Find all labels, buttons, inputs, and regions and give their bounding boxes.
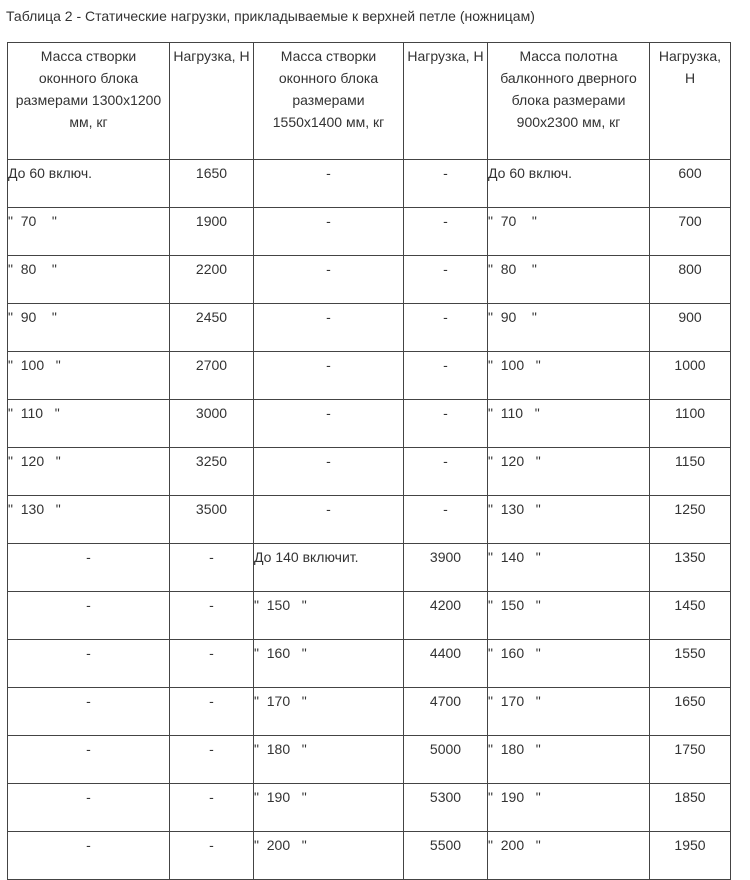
table-body xyxy=(8,160,731,880)
cell-load-3: 1650 xyxy=(650,688,731,736)
cell-load-1: 3500 xyxy=(170,496,254,544)
cell-load-2: - xyxy=(404,400,488,448)
cell-load-2: 3900 xyxy=(404,544,488,592)
cell-load-2: - xyxy=(404,448,488,496)
cell-load-3: 600 xyxy=(650,160,731,208)
cell-mass-1300: " 120 " xyxy=(8,448,170,496)
cell-load-3: 800 xyxy=(650,256,731,304)
cell-load-1: - xyxy=(170,640,254,688)
cell-load-2: - xyxy=(404,256,488,304)
cell-load-3: 1750 xyxy=(650,736,731,784)
cell-mass-1550: - xyxy=(254,256,404,304)
cell-load-3: 1000 xyxy=(650,352,731,400)
table-row xyxy=(8,592,731,640)
cell-load-3: 1950 xyxy=(650,832,731,880)
cell-mass-1550: " 180 " xyxy=(254,736,404,784)
cell-load-1: 3000 xyxy=(170,400,254,448)
cell-load-1: 1650 xyxy=(170,160,254,208)
table-row xyxy=(8,160,731,208)
table-row xyxy=(8,448,731,496)
cell-load-1: - xyxy=(170,832,254,880)
cell-mass-1550: - xyxy=(254,208,404,256)
cell-mass-1300: " 100 " xyxy=(8,352,170,400)
cell-mass-1550: " 200 " xyxy=(254,832,404,880)
cell-mass-door: До 60 включ. xyxy=(488,160,650,208)
cell-mass-1300: - xyxy=(8,832,170,880)
header-load-3: Нагрузка, Н xyxy=(650,43,731,160)
table-row xyxy=(8,496,731,544)
cell-load-3: 1550 xyxy=(650,640,731,688)
table-row xyxy=(8,544,731,592)
table-header-row xyxy=(8,43,731,160)
cell-load-3: 1250 xyxy=(650,496,731,544)
cell-load-1: - xyxy=(170,688,254,736)
cell-mass-1550: - xyxy=(254,448,404,496)
cell-load-3: 1850 xyxy=(650,784,731,832)
cell-load-2: - xyxy=(404,160,488,208)
cell-mass-door: " 140 " xyxy=(488,544,650,592)
cell-mass-1550: " 150 " xyxy=(254,592,404,640)
cell-load-1: 1900 xyxy=(170,208,254,256)
cell-mass-door: " 130 " xyxy=(488,496,650,544)
cell-load-2: 4700 xyxy=(404,688,488,736)
cell-mass-door: " 150 " xyxy=(488,592,650,640)
table-row xyxy=(8,256,731,304)
table-row xyxy=(8,400,731,448)
cell-load-3: 1100 xyxy=(650,400,731,448)
cell-mass-1300: " 80 " xyxy=(8,256,170,304)
cell-load-2: 5500 xyxy=(404,832,488,880)
cell-mass-1550: - xyxy=(254,496,404,544)
cell-load-2: 5300 xyxy=(404,784,488,832)
header-window-1550-mass: Масса створки оконного блока размерами 1550х1400 мм, кг xyxy=(254,43,404,160)
cell-load-2: - xyxy=(404,208,488,256)
cell-mass-1300: - xyxy=(8,640,170,688)
cell-mass-1550: - xyxy=(254,400,404,448)
cell-mass-1300: - xyxy=(8,736,170,784)
header-door-mass: Масса полотна балконного дверного блока размерами 900х2300 мм, кг xyxy=(488,43,650,160)
cell-mass-1550: - xyxy=(254,304,404,352)
cell-load-1: - xyxy=(170,592,254,640)
header-load-2: Нагрузка, Н xyxy=(404,43,488,160)
cell-load-1: 2700 xyxy=(170,352,254,400)
cell-mass-door: " 170 " xyxy=(488,688,650,736)
cell-load-2: 4200 xyxy=(404,592,488,640)
cell-mass-1300: " 90 " xyxy=(8,304,170,352)
static-loads-table xyxy=(7,42,731,880)
table-row xyxy=(8,832,731,880)
cell-mass-door: " 100 " xyxy=(488,352,650,400)
cell-load-3: 1350 xyxy=(650,544,731,592)
cell-mass-1550: - xyxy=(254,160,404,208)
cell-mass-1550: До 140 включит. xyxy=(254,544,404,592)
cell-mass-1300: - xyxy=(8,784,170,832)
cell-mass-door: " 90 " xyxy=(488,304,650,352)
cell-mass-1550: - xyxy=(254,352,404,400)
table-row xyxy=(8,736,731,784)
cell-mass-1300: " 70 " xyxy=(8,208,170,256)
header-load-1: Нагрузка, Н xyxy=(170,43,254,160)
cell-load-3: 700 xyxy=(650,208,731,256)
table-row xyxy=(8,640,731,688)
cell-load-1: - xyxy=(170,784,254,832)
cell-mass-1550: " 160 " xyxy=(254,640,404,688)
cell-load-2: - xyxy=(404,352,488,400)
cell-mass-1300: " 130 " xyxy=(8,496,170,544)
cell-mass-door: " 70 " xyxy=(488,208,650,256)
cell-load-1: - xyxy=(170,736,254,784)
table-row xyxy=(8,784,731,832)
cell-load-2: - xyxy=(404,496,488,544)
cell-load-3: 1450 xyxy=(650,592,731,640)
table-row xyxy=(8,352,731,400)
cell-mass-1550: " 190 " xyxy=(254,784,404,832)
cell-mass-1300: - xyxy=(8,592,170,640)
table-row xyxy=(8,208,731,256)
cell-mass-1300: - xyxy=(8,688,170,736)
cell-load-2: - xyxy=(404,304,488,352)
cell-load-1: 2450 xyxy=(170,304,254,352)
table-caption: Таблица 2 - Статические нагрузки, прикладываемые к верхней петле (ножницам) xyxy=(6,8,535,24)
cell-load-2: 5000 xyxy=(404,736,488,784)
cell-mass-door: " 180 " xyxy=(488,736,650,784)
cell-load-1: - xyxy=(170,544,254,592)
cell-mass-1300: " 110 " xyxy=(8,400,170,448)
table-row xyxy=(8,688,731,736)
cell-load-2: 4400 xyxy=(404,640,488,688)
cell-mass-door: " 80 " xyxy=(488,256,650,304)
header-window-1300-mass: Масса створки оконного блока размерами 1300х1200 мм, кг xyxy=(8,43,170,160)
cell-mass-door: " 190 " xyxy=(488,784,650,832)
cell-mass-door: " 200 " xyxy=(488,832,650,880)
cell-load-3: 1150 xyxy=(650,448,731,496)
cell-mass-door: " 160 " xyxy=(488,640,650,688)
cell-mass-door: " 110 " xyxy=(488,400,650,448)
cell-mass-1300: До 60 включ. xyxy=(8,160,170,208)
cell-mass-1550: " 170 " xyxy=(254,688,404,736)
cell-load-1: 2200 xyxy=(170,256,254,304)
cell-mass-1300: - xyxy=(8,544,170,592)
cell-mass-door: " 120 " xyxy=(488,448,650,496)
cell-load-3: 900 xyxy=(650,304,731,352)
cell-load-1: 3250 xyxy=(170,448,254,496)
table-row xyxy=(8,304,731,352)
